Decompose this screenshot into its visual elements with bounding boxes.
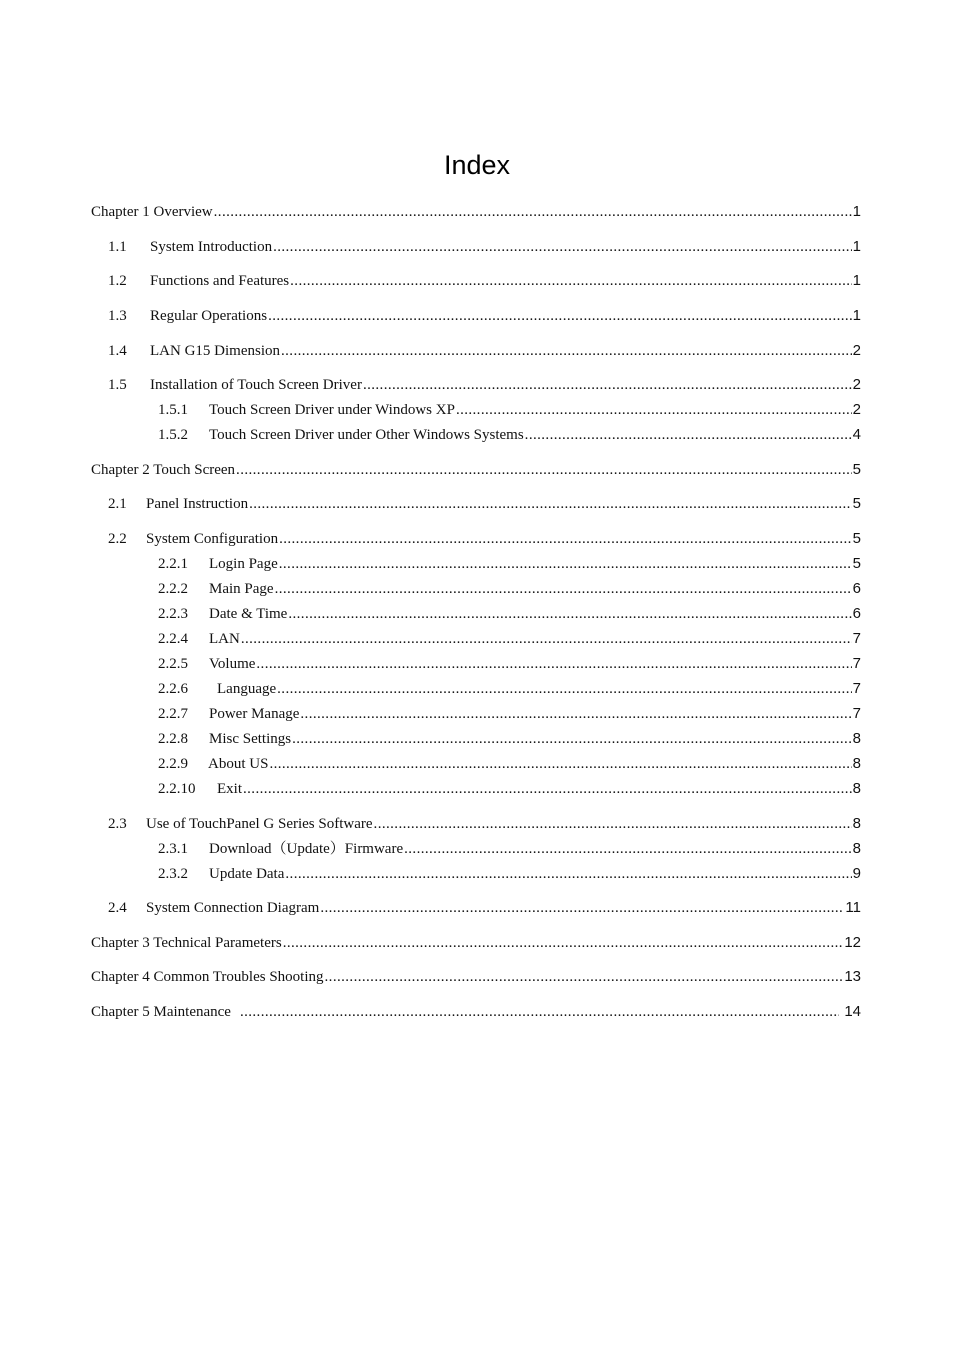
toc-entry-label: Chapter 1 Overview	[91, 204, 213, 220]
toc-entry-number: 2.2	[108, 531, 127, 547]
toc-entry-label: Main Page	[209, 581, 274, 597]
toc-entry[interactable]	[108, 306, 861, 326]
toc-entry-label: Exit	[217, 781, 242, 797]
toc-entry-label: Chapter 5 Maintenance	[91, 1004, 231, 1020]
toc-entry[interactable]	[158, 754, 861, 774]
toc-entry[interactable]	[91, 933, 861, 953]
toc-leader-dots	[404, 839, 852, 859]
toc-entry-page: 5	[852, 555, 861, 572]
toc-entry-number: 2.3	[108, 816, 127, 832]
toc-entry-page: 2	[852, 342, 861, 359]
toc-leader-dots	[288, 604, 851, 624]
toc-entry-number: 2.2.4	[158, 631, 188, 647]
toc-entry[interactable]	[158, 604, 861, 624]
toc-entry[interactable]	[158, 729, 861, 749]
toc-entry-number: 2.2.6	[158, 681, 188, 697]
toc-entry-page: 2	[852, 401, 861, 418]
toc-entry-number: 1.5.2	[158, 427, 188, 443]
toc-leader-dots	[240, 1002, 839, 1022]
toc-entry-label: Panel Instruction	[146, 496, 249, 512]
toc-entry[interactable]	[108, 271, 861, 291]
toc-entry-label: Login Page	[209, 556, 278, 572]
toc-entry-label: Misc Settings	[209, 731, 292, 747]
toc-entry-label: System Introduction	[150, 239, 273, 255]
toc-leader-dots	[243, 779, 852, 799]
toc-entry-page: 7	[852, 655, 861, 672]
toc-entry-number: 1.1	[108, 239, 127, 255]
toc-entry-page: 1	[852, 307, 861, 324]
toc-entry-page: 14	[844, 1003, 861, 1020]
toc-entry[interactable]	[91, 1002, 861, 1022]
toc-entry-label: Touch Screen Driver under Windows XP	[209, 402, 455, 418]
toc-entry[interactable]	[158, 654, 861, 674]
toc-entry-number: 2.2.5	[158, 656, 188, 672]
toc-entry[interactable]	[108, 341, 861, 361]
toc-entry-label: Language	[217, 681, 277, 697]
toc-entry-page: 8	[852, 780, 861, 797]
toc-entry-number: 2.4	[108, 900, 127, 916]
toc-entry-page: 8	[852, 730, 861, 747]
toc-entry-number: 2.2.3	[158, 606, 188, 622]
toc-entry-page: 7	[852, 705, 861, 722]
toc-entry-page: 4	[852, 426, 861, 443]
toc-entry-page: 11	[845, 899, 861, 916]
toc-entry[interactable]	[158, 679, 861, 699]
toc-entry-number: 1.3	[108, 308, 127, 324]
toc-entry-page: 13	[844, 968, 861, 985]
toc-entry[interactable]	[158, 579, 861, 599]
toc-entry-label: Volume	[209, 656, 256, 672]
toc-entry-page: 12	[844, 934, 861, 951]
toc-entry-number: 2.2.1	[158, 556, 188, 572]
toc-leader-dots	[325, 967, 844, 987]
toc-entry-page: 7	[852, 630, 861, 647]
toc-entry-label: Chapter 3 Technical Parameters	[91, 935, 282, 951]
toc-leader-dots	[249, 494, 852, 514]
toc-leader-dots	[285, 864, 851, 884]
toc-leader-dots	[283, 933, 844, 953]
toc-entry-page: 5	[852, 495, 861, 512]
toc-leader-dots	[269, 754, 851, 774]
toc-leader-dots	[256, 654, 851, 674]
toc-entry[interactable]	[158, 425, 861, 445]
toc-entry[interactable]	[158, 864, 861, 884]
toc-entry[interactable]	[158, 704, 861, 724]
toc-entry-label: Download（Update）Firmware	[209, 841, 404, 857]
toc-leader-dots	[374, 814, 852, 834]
toc-leader-dots	[281, 341, 852, 361]
toc-leader-dots	[236, 460, 852, 480]
toc-entry[interactable]	[91, 967, 861, 987]
toc-leader-dots	[290, 271, 852, 291]
toc-entry-page: 1	[852, 238, 861, 255]
toc-entry[interactable]	[108, 898, 861, 918]
toc-leader-dots	[275, 579, 852, 599]
toc-entry-page: 8	[852, 840, 861, 857]
toc-entry-page: 6	[852, 580, 861, 597]
toc-leader-dots	[279, 529, 852, 549]
toc-entry-label: Chapter 4 Common Troubles Shooting	[91, 969, 324, 985]
toc-entry-label: Use of TouchPanel G Series Software	[146, 816, 373, 832]
toc-entry-page: 1	[852, 203, 861, 220]
toc-entry-label: Date & Time	[209, 606, 288, 622]
toc-entry-page: 9	[852, 865, 861, 882]
toc-entry[interactable]	[158, 629, 861, 649]
toc-entry-label: Functions and Features	[150, 273, 290, 289]
toc-entry-label: System Connection Diagram	[146, 900, 320, 916]
toc-leader-dots	[273, 237, 852, 257]
toc-entry-label: Touch Screen Driver under Other Windows Systems	[209, 427, 524, 443]
toc-entry-label: Power Manage	[209, 706, 300, 722]
toc-entry[interactable]	[108, 529, 861, 549]
toc-entry-page: 7	[852, 680, 861, 697]
toc-entry-page: 2	[852, 376, 861, 393]
toc-leader-dots	[525, 425, 852, 445]
toc-leader-dots	[277, 679, 852, 699]
toc-entry[interactable]	[158, 839, 861, 859]
toc-entry-number: 1.5	[108, 377, 127, 393]
toc-entry-number: 2.2.2	[158, 581, 188, 597]
toc-entry-page: 8	[852, 755, 861, 772]
toc-entry[interactable]	[158, 779, 861, 799]
toc-entry-number: 2.2.7	[158, 706, 188, 722]
toc-leader-dots	[214, 202, 852, 222]
toc-entry-label: Chapter 2 Touch Screen	[91, 462, 236, 478]
toc-entry-page: 8	[852, 815, 861, 832]
toc-entry-number: 1.2	[108, 273, 127, 289]
toc-leader-dots	[320, 898, 844, 918]
toc-entry-page: 6	[852, 605, 861, 622]
toc-entry-number: 2.2.9	[158, 756, 188, 772]
toc-entry-label: Installation of Touch Screen Driver	[150, 377, 362, 393]
toc-entry-label: About US	[208, 756, 269, 772]
toc-entry[interactable]	[108, 237, 861, 257]
toc-entry-number: 2.2.10	[158, 781, 196, 797]
toc-leader-dots	[456, 400, 852, 420]
toc-entry-number: 1.4	[108, 343, 127, 359]
toc-entry-page: 5	[852, 530, 861, 547]
toc-entry-label: Regular Operations	[150, 308, 268, 324]
toc-leader-dots	[300, 704, 851, 724]
toc-entry[interactable]	[158, 554, 861, 574]
page-title: Index	[443, 150, 511, 180]
toc-entry-label: Update Data	[209, 866, 285, 882]
toc-leader-dots	[292, 729, 852, 749]
toc-entry-number: 2.1	[108, 496, 127, 512]
toc-entry-number: 2.3.2	[158, 866, 188, 882]
toc-entry-number: 1.5.1	[158, 402, 188, 418]
toc-entry[interactable]	[91, 460, 861, 480]
toc-entry-label: LAN G15 Dimension	[150, 343, 280, 359]
toc-entry-number: 2.3.1	[158, 841, 188, 857]
toc-entry[interactable]	[158, 400, 861, 420]
toc-leader-dots	[268, 306, 852, 326]
toc-entry-label: System Configuration	[146, 531, 279, 547]
toc-leader-dots	[363, 375, 852, 395]
toc-entry-number: 2.2.8	[158, 731, 188, 747]
toc-entry[interactable]	[108, 814, 861, 834]
toc-entry-page: 1	[852, 272, 861, 289]
toc-entry[interactable]	[108, 375, 861, 395]
toc-leader-dots	[241, 629, 852, 649]
toc-entry[interactable]	[91, 202, 861, 222]
toc-entry-label: LAN	[209, 631, 240, 647]
toc-leader-dots	[279, 554, 852, 574]
toc-entry-page: 5	[852, 461, 861, 478]
toc-entry[interactable]	[108, 494, 861, 514]
